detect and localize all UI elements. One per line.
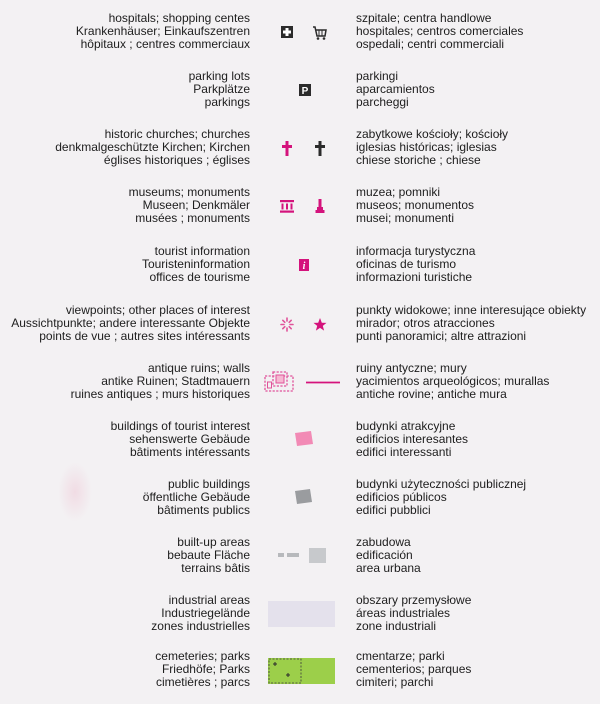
label-pl: punkty widokowe; inne interesujące obiekty <box>356 303 587 317</box>
label-pl: szpitale; centra handlowe <box>356 11 492 25</box>
legend-label-left <box>76 12 250 51</box>
legend-row-built-up <box>0 536 600 578</box>
label-es: edificios públicos <box>356 490 447 504</box>
legend-row-public-buildings <box>0 478 600 520</box>
label-de: Friedhöfe; Parks <box>161 662 250 676</box>
label-it: edifici pubblici <box>356 503 431 517</box>
label-it: chiese storiche ; chiese <box>356 153 481 167</box>
label-de: Industriegelände <box>161 606 250 620</box>
label-de: Touristeninformation <box>141 257 250 271</box>
label-es: edificación <box>356 548 413 562</box>
label-fr: offices de tourisme <box>149 270 250 284</box>
label-it: ospedali; centri commerciali <box>356 37 505 51</box>
label-en: built-up areas <box>177 535 250 549</box>
label-en: historic churches; churches <box>104 127 250 141</box>
label-de: Museen; Denkmäler <box>142 198 250 212</box>
label-it: parcheggi <box>356 95 409 109</box>
label-en: hospitals; shopping centes <box>108 11 250 25</box>
museum-icon <box>279 186 295 228</box>
label-pl: budynki atrakcyjne <box>356 419 456 433</box>
label-de: sehenswerte Gebäude <box>129 432 250 446</box>
legend-label-left <box>189 70 250 109</box>
label-en: cemeteries; parks <box>155 649 250 663</box>
viewpoint-icon <box>280 304 294 346</box>
label-pl: parkingi <box>356 69 399 83</box>
label-it: antiche rovine; antiche mura <box>356 387 507 401</box>
legend-label-left <box>71 362 250 401</box>
legend-row-ruins <box>0 362 600 404</box>
label-fr: hôpitaux ; centres commerciaux <box>80 37 250 51</box>
label-it: punti panoramici; altre attrazioni <box>356 329 527 343</box>
legend-label-right <box>356 12 523 51</box>
label-de: öffentliche Gebäude <box>142 490 250 504</box>
legend-label-right <box>356 478 526 517</box>
label-es: hospitales; centros comerciales <box>356 24 524 38</box>
legend-row-churches <box>0 128 600 170</box>
legend-label-right <box>356 186 474 225</box>
historic-church-icon <box>280 128 294 170</box>
legend-row-tourist-info <box>0 245 600 287</box>
label-en: tourist information <box>154 244 250 258</box>
built-up-area-swatch <box>308 536 328 578</box>
label-es: yacimientos arqueológicos; murallas <box>356 374 550 388</box>
label-es: aparcamientos <box>356 82 435 96</box>
label-pl: obszary przemysłowe <box>356 593 472 607</box>
tourist-building-swatch <box>294 420 314 462</box>
tourist-info-icon <box>298 245 310 287</box>
label-pl: cmentarze; parki <box>356 649 445 663</box>
label-fr: cimetières ; parcs <box>155 675 250 689</box>
label-it: area urbana <box>356 561 421 575</box>
legend-label-right <box>356 536 421 575</box>
label-en: viewpoints; other places of interest <box>65 303 250 317</box>
legend-label-right <box>356 304 586 343</box>
label-it: musei; monumenti <box>356 211 455 225</box>
legend-label-left <box>155 650 250 689</box>
industrial-area-swatch <box>268 594 336 636</box>
built-up-dashes-swatch <box>278 536 300 578</box>
legend-label-left <box>143 478 250 517</box>
church-icon <box>313 128 327 170</box>
label-es: cementerios; parques <box>356 662 472 676</box>
label-es: mirador; otros atracciones <box>356 316 495 330</box>
label-fr: musées ; monuments <box>135 211 250 225</box>
label-fr: ruines antiques ; murs historiques <box>70 387 250 401</box>
label-pl: zabudowa <box>356 535 411 549</box>
legend-label-right <box>356 650 471 689</box>
legend-row-parking <box>0 70 600 112</box>
legend-row-tourist-buildings <box>0 420 600 462</box>
legend-row-cemeteries-parks <box>0 650 600 692</box>
label-en: buildings of tourist interest <box>110 419 250 433</box>
label-de: bebaute Fläche <box>167 548 250 562</box>
shopping-cart-icon <box>312 12 328 54</box>
legend-row-hospitals <box>0 12 600 54</box>
public-building-swatch <box>294 478 314 520</box>
star-icon <box>313 304 327 346</box>
park-swatch <box>302 650 336 692</box>
label-es: áreas industriales <box>356 606 451 620</box>
legend-row-museums <box>0 186 600 228</box>
label-en: public buildings <box>167 477 250 491</box>
label-de: denkmalgeschützte Kirchen; Kirchen <box>55 140 250 154</box>
info-letter: i <box>302 261 306 272</box>
label-it: zone industriali <box>356 619 437 633</box>
ruins-icon <box>264 362 294 404</box>
legend-label-right <box>356 245 475 284</box>
legend-label-right <box>356 70 435 109</box>
label-de: Aussichtpunkte; andere interessante Objekte <box>11 316 250 330</box>
label-en: museums; monuments <box>128 185 250 199</box>
legend-row-viewpoints <box>0 304 600 346</box>
label-pl: budynki użyteczności publicznej <box>356 477 527 491</box>
legend-label-left <box>11 304 250 343</box>
cemetery-swatch <box>268 650 302 692</box>
label-it: cimiteri; parchi <box>356 675 434 689</box>
label-it: edifici interessanti <box>356 445 452 459</box>
label-es: oficinas de turismo <box>356 257 457 271</box>
label-fr: terrains bâtis <box>181 561 250 575</box>
label-fr: zones industrielles <box>151 619 250 633</box>
hospital-icon <box>280 12 294 54</box>
legend-label-left <box>111 420 250 459</box>
label-de: antike Ruinen; Stadtmauern <box>101 374 250 388</box>
legend-label-left <box>167 536 250 575</box>
label-es: edificios interesantes <box>356 432 469 446</box>
label-fr: églises historiques ; églises <box>103 153 250 167</box>
legend-row-industrial <box>0 594 600 636</box>
legend-label-left <box>55 128 250 167</box>
label-es: iglesias históricas; iglesias <box>356 140 497 154</box>
parking-letter: P <box>301 86 309 97</box>
label-de: Parkplätze <box>193 82 250 96</box>
legend-label-right <box>356 420 468 459</box>
legend-label-left <box>142 245 250 284</box>
label-pl: informacja turystyczna <box>356 244 476 258</box>
legend-label-left <box>151 594 250 633</box>
label-en: industrial areas <box>168 593 250 607</box>
label-fr: bâtiments publics <box>157 503 250 517</box>
parking-icon <box>298 70 312 112</box>
label-en: antique ruins; walls <box>147 361 250 375</box>
label-en: parking lots <box>188 69 250 83</box>
wall-line-icon <box>306 362 340 404</box>
label-fr: points de vue ; autres sites intéressants <box>39 329 250 343</box>
label-es: museos; monumentos <box>356 198 475 212</box>
label-pl: ruiny antyczne; mury <box>356 361 467 375</box>
legend-label-right <box>356 594 471 633</box>
label-fr: bâtiments intéressants <box>129 445 250 459</box>
label-pl: zabytkowe kościoły; kościoły <box>356 127 509 141</box>
monument-icon <box>314 186 326 228</box>
legend-label-right <box>356 362 549 401</box>
label-pl: muzea; pomniki <box>356 185 441 199</box>
label-it: informazioni turistiche <box>356 270 473 284</box>
label-fr: parkings <box>204 95 250 109</box>
legend-label-right <box>356 128 508 167</box>
label-de: Krankenhäuser; Einkaufszentren <box>75 24 250 38</box>
legend-label-left <box>129 186 250 225</box>
